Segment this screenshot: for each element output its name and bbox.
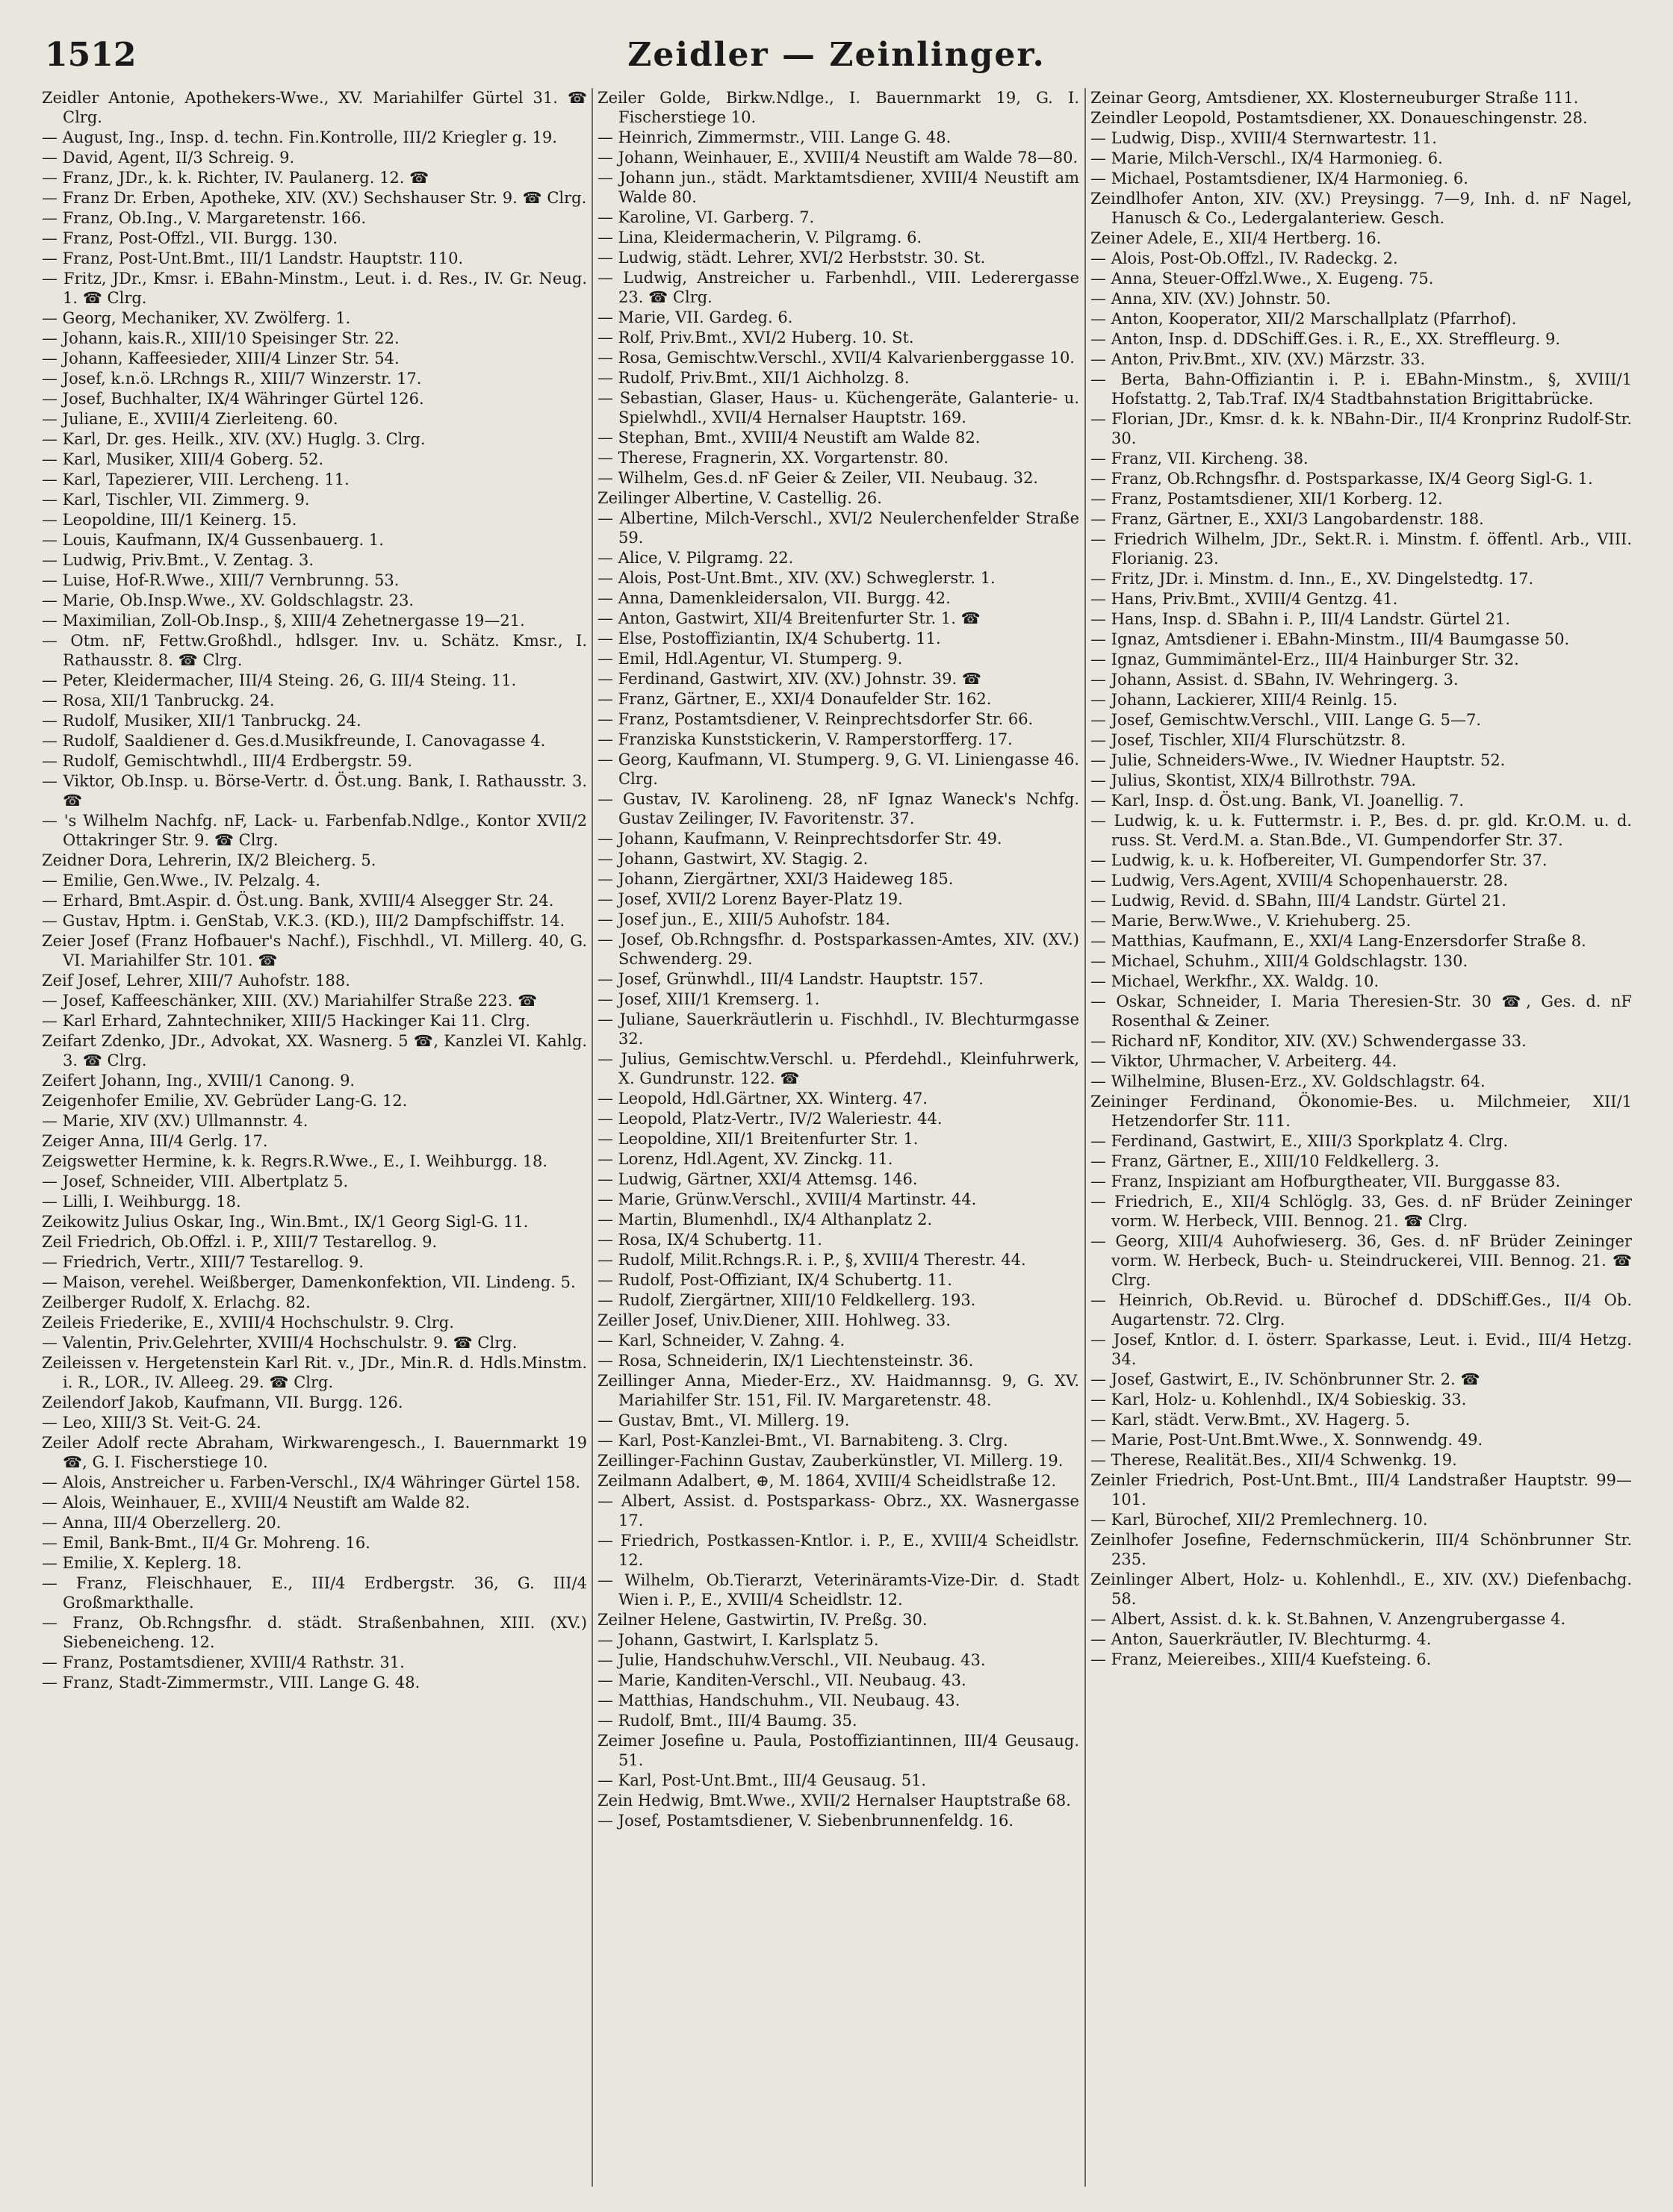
directory-entry: — Julie, Handschuhw.Verschl., VII. Neubaug. 43. xyxy=(598,1651,986,1669)
directory-entry: — Ludwig, Gärtner, XXI/4 Attemsg. 146. xyxy=(598,1170,918,1188)
directory-entry: Zeikowitz Julius Oskar, Ing., Win.Bmt., IX/1 Georg Sigl-G. 11. xyxy=(42,1213,529,1231)
directory-entry: — Marie, VII. Gardeg. 6. xyxy=(598,308,793,326)
directory-entry: — Gustav, IV. Karolineng. 28, nF Ignaz Waneck's Nchfg. Gustav Zeilinger, IV. Favoritenstr. 37. xyxy=(598,790,1079,827)
directory-entry: — Lorenz, Hdl.Agent, XV. Zinckg. 11. xyxy=(598,1150,893,1168)
directory-entry: Zein Hedwig, Bmt.Wwe., XVII/2 Hernalser Hauptstraße 68. xyxy=(598,1792,1071,1809)
directory-entry: — Leopoldine, XII/1 Breitenfurter Str. 1. xyxy=(598,1130,919,1148)
directory-entry: — Ludwig, Revid. d. SBahn, III/4 Landstr. Gürtel 21. xyxy=(1090,892,1506,910)
directory-entry: Zeinlhofer Josefine, Federnschmückerin, III/4 Schönbrunner Str. 235. xyxy=(1090,1531,1632,1568)
directory-entry: — Friedrich, Vertr., XIII/7 Testarellog. 9. xyxy=(42,1253,364,1271)
directory-entry: Zeinler Friedrich, Post-Unt.Bmt., III/4 Landstraßer Hauptstr. 99—101. xyxy=(1090,1471,1632,1509)
directory-entry: — Josef, Kntlor. d. I. österr. Sparkasse, Leut. i. Evid., III/4 Hetzg. 34. xyxy=(1090,1331,1632,1368)
directory-entry: Zeilberger Rudolf, X. Erlachg. 82. xyxy=(42,1293,311,1311)
directory-entry: — Rudolf, Bmt., III/4 Baumg. 35. xyxy=(598,1712,857,1730)
directory-entry: — Josef, Postamtsdiener, V. Siebenbrunnenfeldg. 16. xyxy=(598,1812,1014,1830)
directory-entry: — Julius, Gemischtw.Verschl. u. Pferdehdl., Kleinfuhrwerk, X. Gundrunstr. 122. ☎ xyxy=(598,1050,1079,1087)
directory-entry: — Heinrich, Zimmermstr., VIII. Lange G. 48. xyxy=(598,128,952,146)
directory-entry: — Wilhelm, Ob.Tierarzt, Veterinäramts-Vize-Dir. d. Stadt Wien i. P., E., XVIII/4 Scheidlstr. 12. xyxy=(598,1571,1079,1609)
directory-entry: — Ludwig, Anstreicher u. Farbenhdl., VIII. Lederergasse 23. ☎ Clrg. xyxy=(598,269,1079,306)
directory-entry: — Franz, Ob.Rchngsfhr. d. Postsparkasse, IX/4 Georg Sigl-G. 1. xyxy=(1090,470,1593,488)
directory-entry: — Marie, Ob.Insp.Wwe., XV. Goldschlagstr. 23. xyxy=(42,591,415,609)
directory-entry: — Rudolf, Saaldiener d. Ges.d.Musikfreunde, I. Canovagasse 4. xyxy=(42,732,546,750)
directory-entry: — Rudolf, Gemischtwhdl., III/4 Erdbergstr. 59. xyxy=(42,752,413,770)
directory-entry: — Franz, Stadt-Zimmermstr., VIII. Lange G. 48. xyxy=(42,1674,420,1691)
directory-entry: Zeiler Golde, Birkw.Ndlge., I. Bauernmarkt 19, G. I. Fischerstiege 10. xyxy=(598,89,1079,126)
directory-entry: — Rudolf, Ziergärtner, XIII/10 Feldkellerg. 193. xyxy=(598,1291,976,1309)
directory-entry: — Friedrich, Postkassen-Kntlor. i. P., E., XVIII/4 Scheidlstr. 12. xyxy=(598,1532,1079,1569)
directory-entry: — Franz, JDr., k. k. Richter, IV. Paulanerg. 12. ☎ xyxy=(42,169,429,187)
directory-entry: — Marie, Post-Unt.Bmt.Wwe., X. Sonnwendg. 49. xyxy=(1090,1431,1483,1449)
directory-entry: — Rolf, Priv.Bmt., XVI/2 Huberg. 10. St. xyxy=(598,329,914,347)
directory-entry: — Ludwig, städt. Lehrer, XVI/2 Herbststr. 30. St. xyxy=(598,249,986,267)
directory-entry: — Karl, Musiker, XIII/4 Goberg. 52. xyxy=(42,450,324,468)
directory-entry: — Maximilian, Zoll-Ob.Insp., §, XIII/4 Zehetnergasse 19—21. xyxy=(42,612,525,630)
directory-entry: — Johann, Kaffeesieder, XIII/4 Linzer Str. 54. xyxy=(42,349,400,367)
directory-entry: — Franz, Meiereibes., XIII/4 Kuefsteing. 6. xyxy=(1090,1650,1432,1668)
directory-entry: Zeifert Johann, Ing., XVIII/1 Canong. 9. xyxy=(42,1072,356,1090)
directory-entry: — Florian, JDr., Kmsr. d. k. k. NBahn-Dir., II/4 Kronprinz Rudolf-Str. 30. xyxy=(1090,410,1632,447)
column-2 xyxy=(598,88,1079,2187)
directory-entry: — Rudolf, Musiker, XII/1 Tanbruckg. 24. xyxy=(42,712,361,730)
directory-entry: — Viktor, Ob.Insp. u. Börse-Vertr. d. Öst.ung. Bank, I. Rathausstr. 3. ☎ xyxy=(42,772,587,810)
directory-entry: — Georg, XIII/4 Auhofwieserg. 36, Ges. d. nF Brüder Zeininger vorm. W. Herbeck, Buch- u. Steindruckerei, VIII. Bennog. 21. ☎ Clrg. xyxy=(1090,1232,1632,1289)
directory-entry: — Maison, verehel. Weißberger, Damenkonfektion, VII. Lindeng. 5. xyxy=(42,1273,576,1291)
directory-entry: Zeilinger Albertine, V. Castellig. 26. xyxy=(598,489,882,507)
directory-entry: Zeiner Adele, E., XII/4 Hertberg. 16. xyxy=(1090,229,1382,247)
directory-entry: — Karl, Tapezierer, VIII. Lercheng. 11. xyxy=(42,470,350,488)
directory-entry: — Anton, Priv.Bmt., XIV. (XV.) Märzstr. 33. xyxy=(1090,350,1426,368)
directory-entry: — Otm. nF, Fettw.Großhdl., hdlsger. Inv. u. Schätz. Kmsr., I. Rathausstr. 8. ☎ Clrg. xyxy=(42,632,587,669)
directory-entry: — Julius, Skontist, XIX/4 Billrothstr. 79A. xyxy=(1090,771,1417,789)
directory-entry: — Karl, Post-Unt.Bmt., III/4 Geusaug. 51. xyxy=(598,1771,927,1789)
directory-entry: — Josef, Buchhalter, IX/4 Währinger Gürtel 126. xyxy=(42,390,424,408)
directory-entry: — Erhard, Bmt.Aspir. d. Öst.ung. Bank, XVIII/4 Alsegger Str. 24. xyxy=(42,892,554,910)
directory-entry: Zeiger Anna, III/4 Gerlg. 17. xyxy=(42,1132,268,1150)
directory-entry: — Rosa, IX/4 Schubertg. 11. xyxy=(598,1231,822,1249)
directory-entry: Zeinar Georg, Amtsdiener, XX. Klosterneuburger Straße 111. xyxy=(1090,89,1579,107)
directory-entry: — Johann, kais.R., XIII/10 Speisinger Str. 22. xyxy=(42,329,400,347)
directory-entry: — Fritz, JDr., Kmsr. i. EBahn-Minstm., Leut. i. d. Res., IV. Gr. Neug. 1. ☎ Clrg. xyxy=(42,270,587,307)
directory-entry: — Georg, Mechaniker, XV. Zwölferg. 1. xyxy=(42,309,351,327)
directory-entry: — Marie, Grünw.Verschl., XVIII/4 Martinstr. 44. xyxy=(598,1190,977,1208)
directory-entry: Zeigswetter Hermine, k. k. Regrs.R.Wwe., E., I. Weihburgg. 18. xyxy=(42,1152,548,1170)
directory-entry: — Gustav, Hptm. i. GenStab, V.K.3. (KD.), III/2 Dampfschiffstr. 14. xyxy=(42,912,565,930)
directory-entry: — Else, Postoffiziantin, IX/4 Schubertg. 11. xyxy=(598,630,941,647)
directory-entry: Zeilner Helene, Gastwirtin, IV. Preßg. 30. xyxy=(598,1611,928,1629)
directory-entry: — Therese, Realität.Bes., XII/4 Schwenkg. 19. xyxy=(1090,1451,1457,1469)
directory-entry: — Albert, Assist. d. Postsparkass- Obrz., XX. Wasnergasse 17. xyxy=(598,1492,1079,1529)
directory-entry: — Valentin, Priv.Gelehrter, XVIII/4 Hochschulstr. 9. ☎ Clrg. xyxy=(42,1334,518,1352)
directory-entry: — Franz Dr. Erben, Apotheke, XIV. (XV.) Sechshauser Str. 9. ☎ Clrg. xyxy=(42,189,587,207)
directory-entry: — Matthias, Kaufmann, E., XXI/4 Lang-Enzersdorfer Straße 8. xyxy=(1090,932,1586,950)
directory-entry: — Anton, Gastwirt, XII/4 Breitenfurter Str. 1. ☎ xyxy=(598,609,981,627)
directory-entry: — Marie, Milch-Verschl., IX/4 Harmonieg. 6. xyxy=(1090,149,1443,167)
directory-entry: Zeininger Ferdinand, Ökonomie-Bes. u. Milchmeier, XII/1 Hetzendorfer Str. 111. xyxy=(1090,1093,1632,1130)
directory-entry: — Ferdinand, Gastwirt, E., XIII/3 Sporkplatz 4. Clrg. xyxy=(1090,1132,1509,1150)
column-1 xyxy=(42,88,587,2187)
directory-entry: — Karl, städt. Verw.Bmt., XV. Hagerg. 5. xyxy=(1090,1411,1410,1429)
directory-entry: — Johann, Kaufmann, V. Reinprechtsdorfer Str. 49. xyxy=(598,830,1002,848)
directory-entry: — Josef, Gastwirt, E., IV. Schönbrunner Str. 2. ☎ xyxy=(1090,1370,1480,1388)
directory-entry: — Ludwig, k. u. k. Hofbereiter, VI. Gumpendorfer Str. 37. xyxy=(1090,851,1548,869)
directory-entry: — Wilhelmine, Blusen-Erz., XV. Goldschlagstr. 64. xyxy=(1090,1072,1486,1090)
directory-entry: Zeimer Josefine u. Paula, Postoffiziantinnen, III/4 Geusaug. 51. xyxy=(598,1732,1079,1769)
directory-entry: — Julie, Schneiders-Wwe., IV. Wiedner Hauptstr. 52. xyxy=(1090,751,1506,769)
directory-entry: — Leo, XIII/3 St. Veit-G. 24. xyxy=(42,1414,261,1432)
directory-entry: Zeillinger Anna, Mieder-Erz., XV. Haidmannsg. 9, G. XV. Mariahilfer Str. 151, Fil. IV. Margaretenstr. 48. xyxy=(598,1372,1079,1409)
directory-entry: — Albertine, Milch-Verschl., XVI/2 Neulerchenfelder Straße 59. xyxy=(598,509,1079,547)
directory-entry: — Josef, k.n.ö. LRchngs R., XIII/7 Winzerstr. 17. xyxy=(42,370,422,388)
directory-entry: — Ignaz, Gummimäntel-Erz., III/4 Hainburger Str. 32. xyxy=(1090,650,1519,668)
directory-entry: — Friedrich Wilhelm, JDr., Sekt.R. i. Minstm. f. öffentl. Arb., VIII. Florianig. 23. xyxy=(1090,530,1632,568)
directory-entry: — Lilli, I. Weihburgg. 18. xyxy=(42,1193,241,1211)
directory-entry: — Josef, XIII/1 Kremserg. 1. xyxy=(598,990,820,1008)
directory-entry: — Leopoldine, III/1 Keinerg. 15. xyxy=(42,511,297,529)
directory-entry: — Johann, Lackierer, XIII/4 Reinlg. 15. xyxy=(1090,691,1398,709)
directory-entry: — Franz, Gärtner, E., XXI/4 Donaufelder Str. 162. xyxy=(598,690,992,708)
directory-entry: — Anton, Insp. d. DDSchiff.Ges. i. R., E., XX. Streffleurg. 9. xyxy=(1090,330,1561,348)
directory-entry: — Ludwig, Vers.Agent, XVIII/4 Schopenhauerstr. 28. xyxy=(1090,872,1509,889)
directory-entry: — Johann, Weinhauer, E., XVIII/4 Neustift am Walde 78—80. xyxy=(598,149,1078,167)
directory-entry: — Emil, Bank-Bmt., II/4 Gr. Mohreng. 16. xyxy=(42,1534,370,1552)
directory-entry: — Matthias, Handschuhm., VII. Neubaug. 43. xyxy=(598,1691,960,1709)
directory-entry: — Ludwig, Priv.Bmt., V. Zentag. 3. xyxy=(42,551,314,569)
directory-entry: Zeigenhofer Emilie, XV. Gebrüder Lang-G. 12. xyxy=(42,1092,408,1110)
directory-entry: — Marie, XIV (XV.) Ullmannstr. 4. xyxy=(42,1112,308,1130)
directory-entry: — Karl, Post-Kanzlei-Bmt., VI. Barnabiteng. 3. Clrg. xyxy=(598,1432,1008,1450)
directory-entry: — Ludwig, k. u. k. Futtermstr. i. P., Bes. d. pr. gld. Kr.O.M. u. d. russ. St. Verd.M. a. Stan.Bde., VI. Gumpendorfer Str. 37. xyxy=(1090,812,1632,849)
directory-entry: — Michael, Postamtsdiener, IX/4 Harmonieg. 6. xyxy=(1090,170,1468,187)
directory-entry: — Fritz, JDr. i. Minstm. d. Inn., E., XV. Dingelstedtg. 17. xyxy=(1090,570,1534,588)
directory-entry: — Rudolf, Post-Offiziant, IX/4 Schubertg. 11. xyxy=(598,1271,952,1289)
directory-entry: — Ludwig, Disp., XVIII/4 Sternwartestr. 11. xyxy=(1090,129,1437,147)
directory-entry: — Emilie, Gen.Wwe., IV. Pelzalg. 4. xyxy=(42,872,320,889)
directory-entry: — Karl, Tischler, VII. Zimmerg. 9. xyxy=(42,491,310,509)
directory-entry: — Franz, Gärtner, E., XXI/3 Langobardenstr. 188. xyxy=(1090,510,1484,528)
directory-entry: — Franz, Fleischhauer, E., III/4 Erdbergstr. 36, G. III/4 Großmarkthalle. xyxy=(42,1574,587,1612)
directory-entry: — Hans, Priv.Bmt., XVIII/4 Gentzg. 41. xyxy=(1090,590,1398,608)
directory-entry: Zeindlhofer Anton, XIV. (XV.) Preysingg. 7—9, Inh. d. nF Nagel, Hanusch & Co., Ledergalanteriew. Gesch. xyxy=(1090,190,1632,227)
directory-entry: — Ferdinand, Gastwirt, XIV. (XV.) Johnstr. 39. ☎ xyxy=(598,670,982,688)
directory-entry: Zeileissen v. Hergetenstein Karl Rit. v., JDr., Min.R. d. Hdls.Minstm. i. R., LOR., IV. Alleeg. 29. ☎ Clrg. xyxy=(42,1354,587,1391)
directory-entry: — Karl, Bürochef, XII/2 Premlechnerg. 10. xyxy=(1090,1511,1428,1529)
directory-entry: — Karl, Insp. d. Öst.ung. Bank, VI. Joanellig. 7. xyxy=(1090,792,1465,810)
directory-entry: — Karl, Dr. ges. Heilk., XIV. (XV.) Huglg. 3. Clrg. xyxy=(42,430,426,448)
directory-entry: — Anton, Kooperator, XII/2 Marschallplatz (Pfarrhof). xyxy=(1090,310,1517,328)
directory-entry: — Johann, Assist. d. SBahn, IV. Wehringerg. 3. xyxy=(1090,671,1459,689)
column-divider xyxy=(1084,88,1086,2187)
directory-entry: — Franziska Kunststickerin, V. Ramperstorfferg. 17. xyxy=(598,730,1013,748)
directory-entry: — Wilhelm, Ges.d. nF Geier & Zeiler, VII. Neubaug. 32. xyxy=(598,469,1038,487)
directory-entry: — Lina, Kleidermacherin, V. Pilgramg. 6. xyxy=(598,229,922,246)
directory-entry: — Rosa, Schneiderin, IX/1 Liechtensteinstr. 36. xyxy=(598,1352,974,1370)
directory-entry: — Franz, Gärtner, E., XIII/10 Feldkellerg. 3. xyxy=(1090,1152,1440,1170)
directory-entry: Zeifart Zdenko, JDr., Advokat, XX. Wasnerg. 5 ☎, Kanzlei VI. Kahlg. 3. ☎ Clrg. xyxy=(42,1032,587,1069)
directory-entry: — Karl Erhard, Zahntechniker, XIII/5 Hackinger Kai 11. Clrg. xyxy=(42,1012,531,1030)
directory-entry: Zeinlinger Albert, Holz- u. Kohlenhdl., E., XIV. (XV.) Diefenbachg. 58. xyxy=(1090,1571,1632,1608)
directory-entry: — Franz, Ob.Rchngsfhr. d. städt. Straßenbahnen, XIII. (XV.) Siebeneicheng. 12. xyxy=(42,1614,587,1651)
directory-entry: — Josef, Kaffeeschänker, XIII. (XV.) Mariahilfer Straße 223. ☎ xyxy=(42,992,538,1010)
column-divider xyxy=(592,88,593,2187)
directory-entry: — Marie, Kanditen-Verschl., VII. Neubaug. 43. xyxy=(598,1671,966,1689)
directory-entry: Zeiler Adolf recte Abraham, Wirkwarengesch., I. Bauernmarkt 19 ☎, G. I. Fischerstiege 10. xyxy=(42,1434,587,1471)
directory-entry: — Karoline, VI. Garberg. 7. xyxy=(598,208,815,226)
directory-entry: — Therese, Fragnerin, XX. Vorgartenstr. 80. xyxy=(598,449,949,467)
directory-entry: — Anna, XIV. (XV.) Johnstr. 50. xyxy=(1090,290,1331,308)
directory-entry: — Marie, Berw.Wwe., V. Kriehuberg. 25. xyxy=(1090,912,1412,930)
directory-entry: — Heinrich, Ob.Revid. u. Bürochef d. DDSchiff.Ges., II/4 Ob. Augartenstr. 72. Clrg. xyxy=(1090,1291,1632,1329)
directory-entry: — Peter, Kleidermacher, III/4 Steing. 26, G. III/4 Steing. 11. xyxy=(42,671,517,689)
directory-entry: — Leopold, Hdl.Gärtner, XX. Winterg. 47. xyxy=(598,1090,928,1107)
directory-entry: Zeier Josef (Franz Hofbauer's Nachf.), Fischhdl., VI. Millerg. 40, G. VI. Mariahilfer Str. 101. ☎ xyxy=(42,932,587,969)
directory-entry: — Friedrich, E., XII/4 Schlöglg. 33, Ges. d. nF Brüder Zeininger vorm. W. Herbeck, VIII. Bennog. 21. ☎ Clrg. xyxy=(1090,1193,1632,1230)
directory-entry: Zeileis Friederike, E., XVIII/4 Hochschulstr. 9. Clrg. xyxy=(42,1314,454,1332)
directory-entry: — Johann, Ziergärtner, XXI/3 Haideweg 185. xyxy=(598,870,954,888)
directory-entry: — Leopold, Platz-Vertr., IV/2 Waleriestr. 44. xyxy=(598,1110,943,1128)
directory-entry: — Josef, Ob.Rchngsfhr. d. Postsparkassen-Amtes, XIV. (XV.) Schwenderg. 29. xyxy=(598,931,1079,968)
directory-entry: — Josef, Tischler, XII/4 Flurschützstr. 8. xyxy=(1090,731,1406,749)
directory-entry: — Viktor, Uhrmacher, V. Arbeiterg. 44. xyxy=(1090,1052,1397,1070)
directory-entry: — Ignaz, Amtsdiener i. EBahn-Minstm., III/4 Baumgasse 50. xyxy=(1090,630,1570,648)
directory-entry: — Rosa, XII/1 Tanbruckg. 24. xyxy=(42,692,275,709)
page-number: 1512 xyxy=(45,36,137,74)
directory-entry: — Hans, Insp. d. SBahn i. P., III/4 Landstr. Gürtel 21. xyxy=(1090,610,1511,628)
directory-entry: — Alice, V. Pilgramg. 22. xyxy=(598,549,794,567)
directory-entry: — Anton, Sauerkräutler, IV. Blechturmg. 4. xyxy=(1090,1630,1432,1648)
directory-entry: — David, Agent, II/3 Schreig. 9. xyxy=(42,149,295,167)
directory-entry: — Stephan, Bmt., XVIII/4 Neustift am Walde 82. xyxy=(598,429,981,447)
directory-entry: — Johann jun., städt. Marktamtsdiener, XVIII/4 Neustift am Walde 80. xyxy=(598,169,1079,206)
directory-entry: Zeillinger-Fachinn Gustav, Zauberkünstler, VI. Millerg. 19. xyxy=(598,1452,1064,1470)
directory-entry: — 's Wilhelm Nachfg. nF, Lack- u. Farbenfab.Ndlge., Kontor XVII/2 Ottakringer Str. 9. ☎ Clrg. xyxy=(42,812,587,849)
directory-entry: — Alois, Post-Ob.Offzl., IV. Radeckg. 2. xyxy=(1090,249,1398,267)
directory-entry: — Franz, VII. Kircheng. 38. xyxy=(1090,450,1309,467)
directory-entry: — Rudolf, Milit.Rchngs.R. i. P., §, XVIII/4 Therestr. 44. xyxy=(598,1251,1026,1269)
directory-entry: — Oskar, Schneider, I. Maria Theresien-Str. 30 ☎, Ges. d. nF Rosenthal & Zeiner. xyxy=(1090,992,1632,1030)
page-title: Zeidler — Zeinlinger. xyxy=(627,36,1046,74)
directory-entry: — Franz, Inspiziant am Hofburgtheater, VII. Burggasse 83. xyxy=(1090,1172,1561,1190)
directory-entry: Zeif Josef, Lehrer, XIII/7 Auhofstr. 188. xyxy=(42,972,350,990)
directory-entry: — Juliane, E., XVIII/4 Zierleiteng. 60. xyxy=(42,410,338,428)
directory-entry: — Georg, Kaufmann, VI. Stumperg. 9, G. VI. Liniengasse 46. Clrg. xyxy=(598,751,1079,788)
directory-entry: — Juliane, Sauerkräutlerin u. Fischhdl., IV. Blechturmgasse 32. xyxy=(598,1010,1079,1048)
directory-entry: — Franz, Post-Unt.Bmt., III/1 Landstr. Hauptstr. 110. xyxy=(42,249,464,267)
directory-entry: — Josef, XVII/2 Lorenz Bayer-Platz 19. xyxy=(598,890,903,908)
directory-entry: — Johann, Gastwirt, XV. Stagig. 2. xyxy=(598,850,869,868)
directory-entry: Zeindler Leopold, Postamtsdiener, XX. Donaueschingenstr. 28. xyxy=(1090,109,1588,127)
directory-entry: — Rosa, Gemischtw.Verschl., XVII/4 Kalvarienberggasse 10. xyxy=(598,349,1075,367)
directory-entry: — Johann, Gastwirt, I. Karlsplatz 5. xyxy=(598,1631,879,1649)
directory-entry: — Michael, Werkfhr., XX. Waldg. 10. xyxy=(1090,972,1379,990)
directory-entry: — Gustav, Bmt., VI. Millerg. 19. xyxy=(598,1411,850,1429)
directory-entry: — Luise, Hof-R.Wwe., XIII/7 Vernbrunng. 53. xyxy=(42,571,400,589)
directory-entry: — Anna, Damenkleidersalon, VII. Burgg. 42. xyxy=(598,589,951,607)
directory-entry: — August, Ing., Insp. d. techn. Fin.Kontrolle, III/2 Kriegler g. 19. xyxy=(42,128,557,146)
directory-entry: — Emilie, X. Keplerg. 18. xyxy=(42,1554,242,1572)
directory-entry: — Josef, Grünwhdl., III/4 Landstr. Hauptstr. 157. xyxy=(598,970,984,988)
directory-entry: — Alois, Weinhauer, E., XVIII/4 Neustift am Walde 82. xyxy=(42,1494,471,1512)
column-3 xyxy=(1090,88,1632,2187)
directory-entry: — Franz, Ob.Ing., V. Margaretenstr. 166. xyxy=(42,209,367,227)
directory-entry: — Alois, Post-Unt.Bmt., XIV. (XV.) Schweglerstr. 1. xyxy=(598,569,996,587)
page-header xyxy=(45,36,1628,81)
directory-entry: — Emil, Hdl.Agentur, VI. Stumperg. 9. xyxy=(598,650,903,668)
directory-entry: — Michael, Schuhm., XIII/4 Goldschlagstr. 130. xyxy=(1090,952,1468,970)
directory-entry: — Franz, Postamtsdiener, V. Reinprechtsdorfer Str. 66. xyxy=(598,710,1034,728)
directory-entry: — Richard nF, Konditor, XIV. (XV.) Schwendergasse 33. xyxy=(1090,1032,1527,1050)
directory-entry: — Josef jun., E., XIII/5 Auhofstr. 184. xyxy=(598,910,890,928)
directory-entry: — Franz, Post-Offzl., VII. Burgg. 130. xyxy=(42,229,338,247)
directory-entry: — Berta, Bahn-Offiziantin i. P. i. EBahn-Minstm., §, XVIII/1 Hofstattg. 2, Tab.Traf. IX/4 Stadtbahnstation Brigittabrücke. xyxy=(1090,370,1632,408)
directory-entry: — Rudolf, Priv.Bmt., XII/1 Aichholzg. 8. xyxy=(598,369,910,387)
directory-entry: Zeiller Josef, Univ.Diener, XIII. Hohlweg. 33. xyxy=(598,1311,951,1329)
directory-entry: — Karl, Schneider, V. Zahng. 4. xyxy=(598,1332,845,1349)
directory-entry: Zeidler Antonie, Apothekers-Wwe., XV. Mariahilfer Gürtel 31. ☎ Clrg. xyxy=(42,89,587,126)
directory-entry: — Franz, Postamtsdiener, XII/1 Korberg. 12. xyxy=(1090,490,1443,508)
directory-entry: — Albert, Assist. d. k. k. St.Bahnen, V. Anzengrubergasse 4. xyxy=(1090,1610,1566,1628)
directory-entry: — Karl, Holz- u. Kohlenhdl., IX/4 Sobieskig. 33. xyxy=(1090,1391,1467,1408)
directory-entry: — Alois, Anstreicher u. Farben-Verschl., IX/4 Währinger Gürtel 158. xyxy=(42,1473,580,1491)
directory-entry: Zeilendorf Jakob, Kaufmann, VII. Burgg. 126. xyxy=(42,1394,403,1411)
directory-entry: — Sebastian, Glaser, Haus- u. Küchengeräte, Galanterie- u. Spielwhdl., XVII/4 Hernalser Hauptstr. 169. xyxy=(598,389,1079,426)
directory-entry: Zeidner Dora, Lehrerin, IX/2 Bleicherg. 5. xyxy=(42,851,376,869)
directory-entry: Zeil Friedrich, Ob.Offzl. i. P., XIII/7 Testarellog. 9. xyxy=(42,1233,438,1251)
directory-entry: — Anna, Steuer-Offzl.Wwe., X. Eugeng. 75. xyxy=(1090,270,1434,288)
directory-entry: — Franz, Postamtsdiener, XVIII/4 Rathstr. 31. xyxy=(42,1653,405,1671)
directory-entry: — Josef, Gemischtw.Verschl., VIII. Lange G. 5—7. xyxy=(1090,711,1482,729)
directory-entry: — Anna, III/4 Oberzellerg. 20. xyxy=(42,1514,282,1532)
directory-entry: — Martin, Blumenhdl., IX/4 Althanplatz 2. xyxy=(598,1211,933,1228)
directory-entry: — Josef, Schneider, VIII. Albertplatz 5. xyxy=(42,1172,349,1190)
directory-entry: — Louis, Kaufmann, IX/4 Gussenbauerg. 1. xyxy=(42,531,384,549)
directory-entry: Zeilmann Adalbert, ⊕, M. 1864, XVIII/4 Scheidlstraße 12. xyxy=(598,1472,1057,1490)
